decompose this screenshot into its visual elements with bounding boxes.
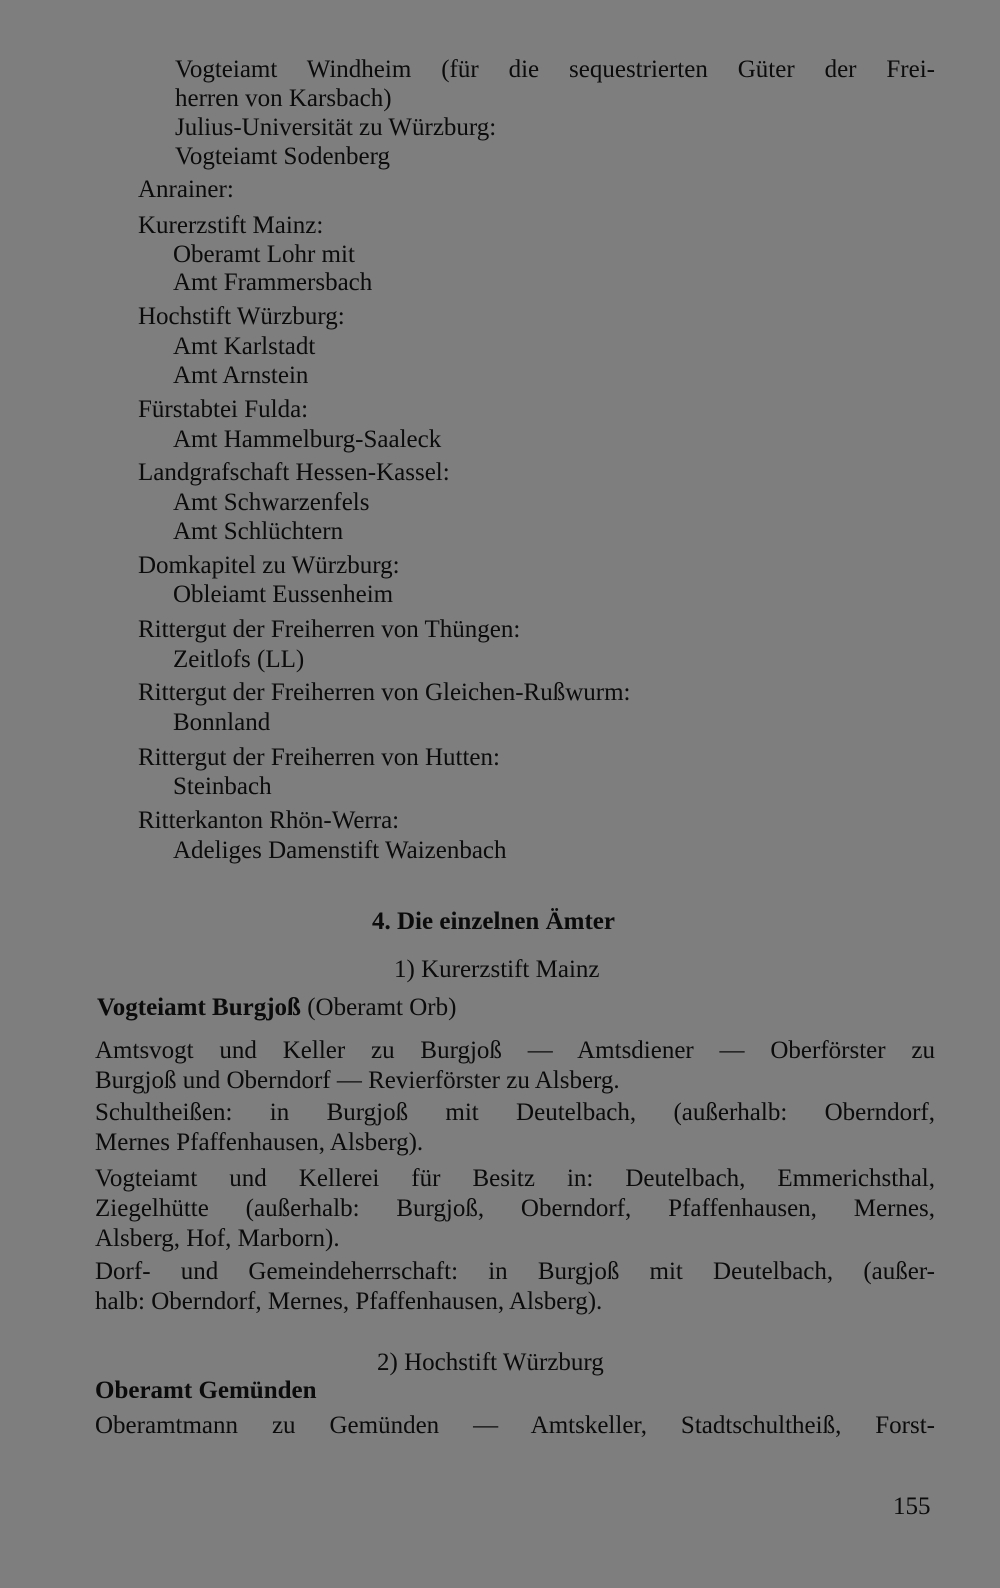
- group-heading: Rittergut der Freiherren von Thüngen:: [138, 616, 521, 643]
- paragraph-line: Amtsvogt und Keller zu Burgjoß — Amtsdiener — Oberförster zu: [95, 1037, 935, 1064]
- group-item: Amt Schlüchtern: [173, 518, 344, 545]
- amt-note: (Oberamt Orb): [300, 994, 457, 1021]
- paragraph: [95, 1257, 935, 1317]
- group-item: Amt Karlstadt: [173, 333, 316, 360]
- paragraph: [95, 1098, 935, 1158]
- paragraph-line: Oberamtmann zu Gemünden — Amtskeller, Stadtschultheiß, Forst-: [95, 1412, 935, 1439]
- amt-heading: Oberamt Gemünden: [95, 1377, 317, 1404]
- group-item: Steinbach: [173, 773, 272, 800]
- group-item: Zeitlofs (LL): [173, 646, 305, 673]
- group-item: Amt Arnstein: [173, 362, 309, 389]
- paragraph: [95, 1036, 935, 1096]
- paragraph-line: Ziegelhütte (außerhalb: Burgjoß, Oberndorf, Pfaffenhausen, Mernes,: [95, 1195, 935, 1222]
- anrainer-heading: Anrainer:: [138, 176, 234, 203]
- group-item: Oberamt Lohr mit: [173, 241, 355, 268]
- paragraph-line: Dorf- und Gemeindeherrschaft: in Burgjoß mit Deutelbach, (außer-: [95, 1258, 935, 1285]
- group-heading: Kurerzstift Mainz:: [138, 212, 324, 239]
- list-line: Vogteiamt Windheim (für die sequestrierten Güter der Frei-: [175, 56, 935, 83]
- group-item: Adeliges Damenstift Waizenbach: [173, 837, 507, 864]
- group-heading: Rittergut der Freiherren von Hutten:: [138, 744, 500, 771]
- paragraph: [95, 1164, 935, 1254]
- paragraph: [95, 1411, 935, 1441]
- group-heading: Rittergut der Freiherren von Gleichen-Rußwurm:: [138, 679, 631, 706]
- paragraph-line: Alsberg, Hof, Marborn).: [95, 1225, 340, 1252]
- paragraph-line: Mernes Pfaffenhausen, Alsberg).: [95, 1129, 424, 1156]
- amt-name: Vogteiamt Burgjoß: [97, 994, 301, 1021]
- group-item: Amt Schwarzenfels: [173, 489, 370, 516]
- paragraph-line: halb: Oberndorf, Mernes, Pfaffenhausen, Alsberg).: [95, 1288, 603, 1315]
- paragraph-line: Vogteiamt und Kellerei für Besitz in: Deutelbach, Emmerichsthal,: [95, 1165, 935, 1192]
- subsection-title: 1) Kurerzstift Mainz: [394, 956, 600, 983]
- group-item: Bonnland: [173, 709, 271, 736]
- group-heading: Domkapitel zu Würzburg:: [138, 552, 400, 579]
- list-line: Vogteiamt Sodenberg: [175, 143, 391, 170]
- group-item: Amt Hammelburg-Saaleck: [173, 426, 442, 453]
- group-heading: Fürstabtei Fulda:: [138, 396, 309, 423]
- subsection-title: 2) Hochstift Würzburg: [377, 1349, 604, 1376]
- paragraph-line: Burgjoß und Oberndorf — Revierförster zu Alsberg.: [95, 1067, 620, 1094]
- group-heading: Hochstift Würzburg:: [138, 303, 345, 330]
- list-line: Julius-Universität zu Würzburg:: [175, 114, 497, 141]
- group-heading: Ritterkanton Rhön-Werra:: [138, 807, 400, 834]
- group-item: Obleiamt Eussenheim: [173, 581, 394, 608]
- section-title: 4. Die einzelnen Ämter: [372, 908, 615, 935]
- amt-heading: [97, 993, 456, 1023]
- group-heading: Landgrafschaft Hessen-Kassel:: [138, 459, 450, 486]
- page-number: 155: [893, 1493, 931, 1520]
- list-line: herren von Karsbach): [175, 85, 392, 112]
- paragraph-line: Schultheißen: in Burgjoß mit Deutelbach, (außerhalb: Oberndorf,: [95, 1099, 935, 1126]
- group-item: Amt Frammersbach: [173, 269, 373, 296]
